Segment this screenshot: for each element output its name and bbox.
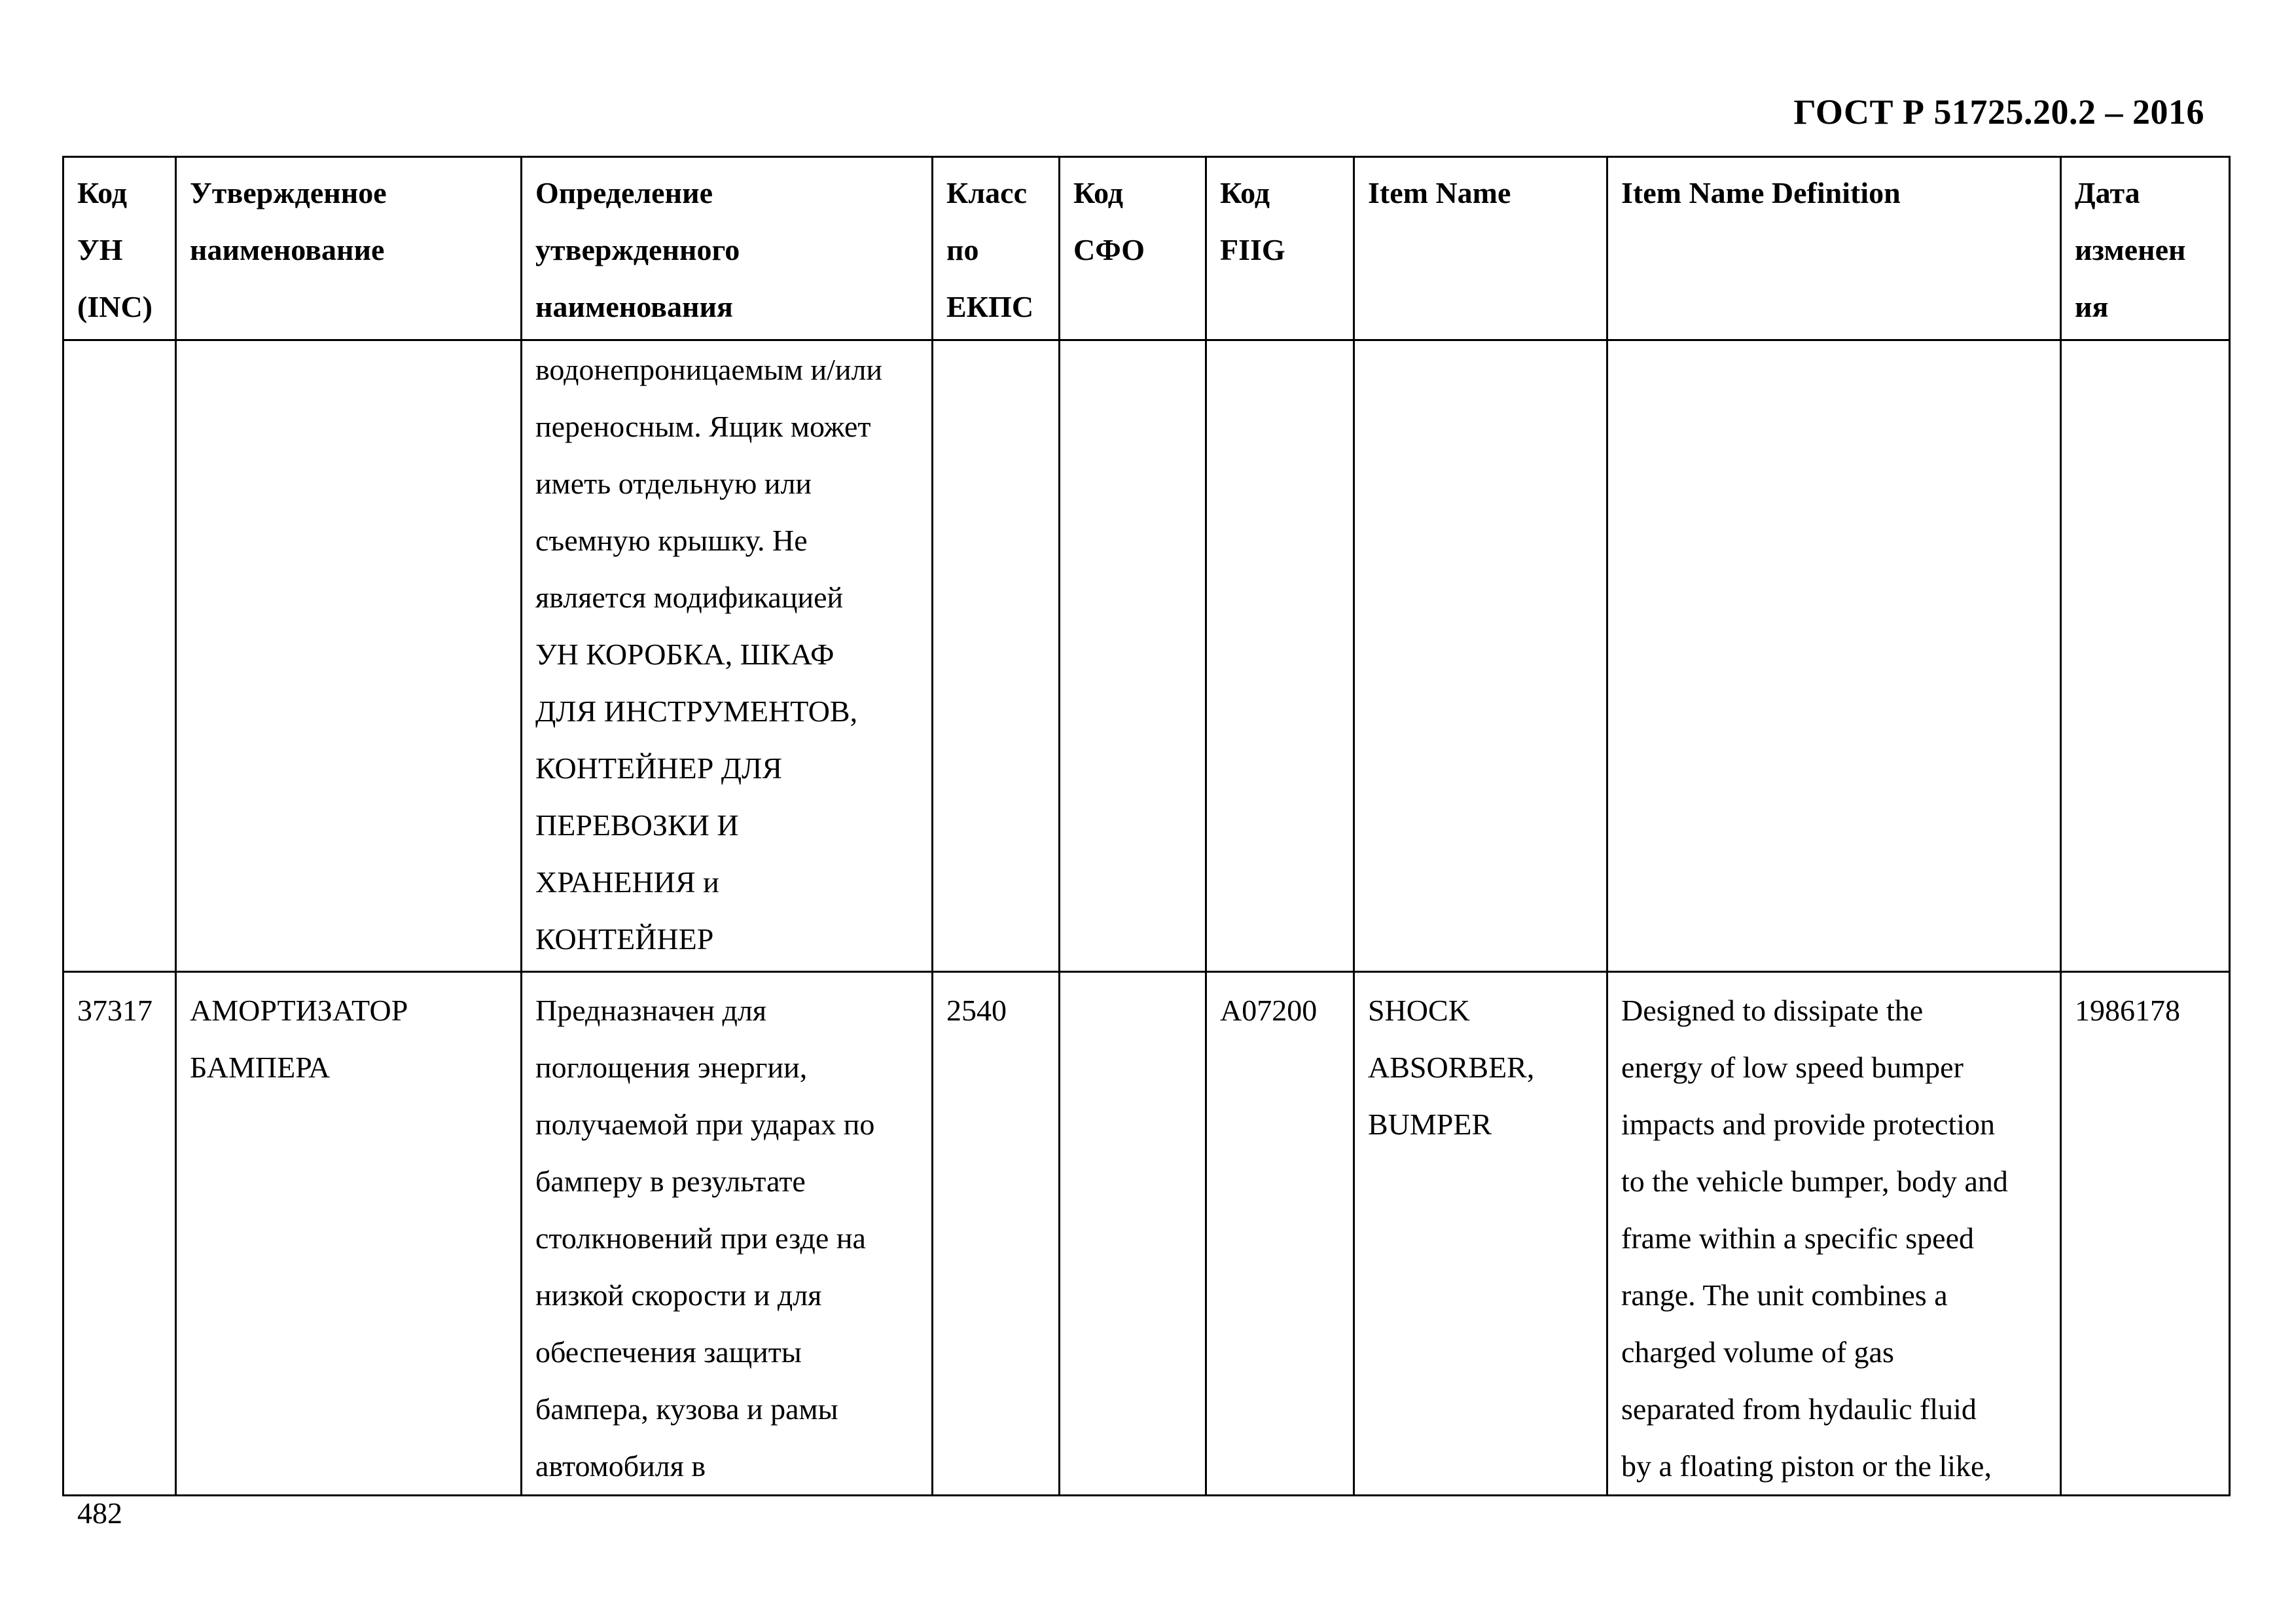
header-ekps-class: Класс по ЕКПС (933, 157, 1060, 340)
cell-sfo-code (1060, 972, 1206, 1496)
cell-definition: водонепроницаемым и/или переносным. Ящик может иметь отдельную или съемную крышку. Не является модификацией УН КОРОБКА, ШКАФ ДЛЯ ИНСТРУМЕНТОВ, КОНТЕЙНЕР ДЛЯ ПЕРЕВОЗКИ И ХРАНЕНИЯ и КОНТЕЙНЕР (522, 340, 933, 972)
header-item-name-definition: Item Name Definition (1607, 157, 2061, 340)
table-row (63, 972, 2230, 1496)
cell-item-name-definition: Designed to dissipate the energy of low speed bumper impacts and provide protection to the vehicle bumper, body and frame within a specific speed range. The unit combines a charged volume of gas separated from hydaulic fluid by a floating piston or the like, (1607, 972, 2061, 1496)
cell-fiig-code: A07200 (1206, 972, 1354, 1496)
cell-change-date: 1986178 (2061, 972, 2230, 1496)
header-definition: Определение утвержденного наименования (522, 157, 933, 340)
cell-fiig-code (1206, 340, 1354, 972)
document-standard-title: ГОСТ Р 51725.20.2 – 2016 (1793, 92, 2204, 132)
cell-item-name: SHOCK ABSORBER, BUMPER (1354, 972, 1607, 1496)
cell-approved-name: АМОРТИЗАТОР БАМПЕРА (176, 972, 522, 1496)
page-number: 482 (77, 1496, 122, 1530)
header-fiig-code: Код FIIG (1206, 157, 1354, 340)
header-item-name: Item Name (1354, 157, 1607, 340)
cell-inc (63, 340, 176, 972)
header-approved-name: Утвержденное наименование (176, 157, 522, 340)
cell-ekps-class (933, 340, 1060, 972)
header-sfo-code: Код СФО (1060, 157, 1206, 340)
table-header-row (63, 157, 2230, 340)
cell-inc: 37317 (63, 972, 176, 1496)
cell-ekps-class: 2540 (933, 972, 1060, 1496)
header-inc-code: Код УН (INC) (63, 157, 176, 340)
table-row-continuation (63, 340, 2230, 972)
cell-change-date (2061, 340, 2230, 972)
cell-sfo-code (1060, 340, 1206, 972)
cell-item-name-definition (1607, 340, 2061, 972)
cell-definition: Предназначен для поглощения энергии, получаемой при ударах по бамперу в результате столкновений при езде на низкой скорости и для обеспечения защиты бампера, кузова и рамы автомобиля в (522, 972, 933, 1496)
cell-item-name (1354, 340, 1607, 972)
cell-approved-name (176, 340, 522, 972)
header-change-date: Дата изменен ия (2061, 157, 2230, 340)
nomenclature-table (62, 156, 2231, 1496)
